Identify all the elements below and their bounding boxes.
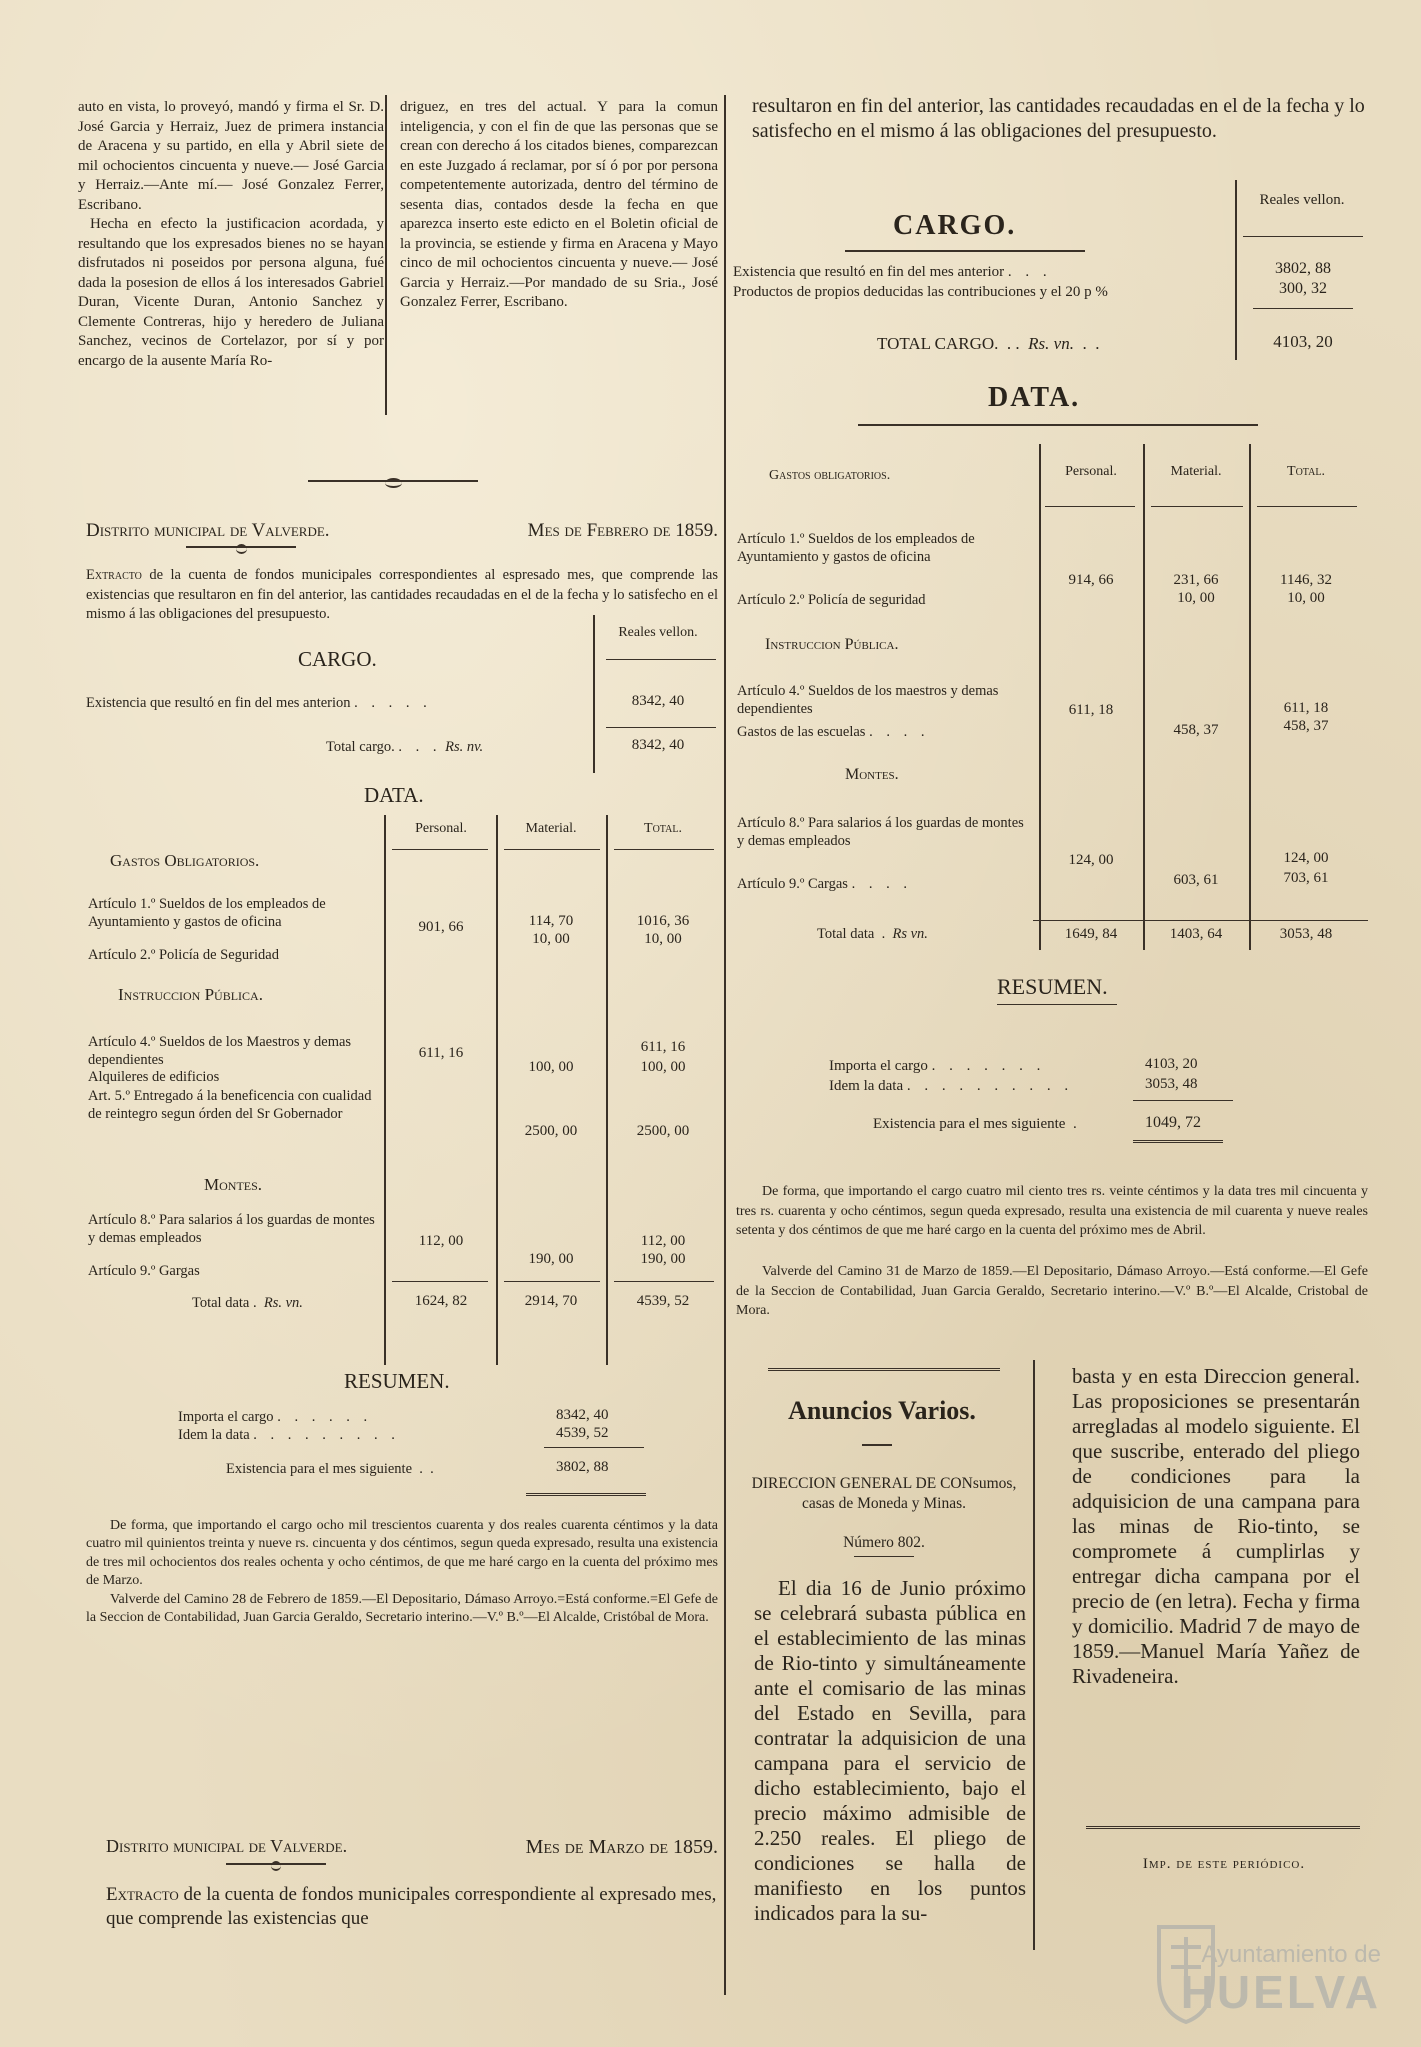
mar-art8-personal: 124, 00 xyxy=(1068,852,1114,868)
feb-total-rule xyxy=(606,727,716,728)
mar-idem-data-label: Idem la data xyxy=(829,1078,904,1094)
feb-tot-material: 2914, 70 xyxy=(524,1292,578,1309)
mar-gastos-esc-total: 458, 37 xyxy=(1283,718,1329,734)
watermark-line1: Ayuntamiento de xyxy=(1201,1941,1381,1968)
feb-idem-data-label: Idem la data xyxy=(178,1426,250,1443)
mar-total-hrule xyxy=(1033,920,1368,921)
mar-deforma: De forma, que importando el cargo cuatro mil ciento tres rs. veinte céntimos y la data tres mil cincuenta y tres rs. cuarenta y ocho céntimos, segun queda expresado, resulta una existencia de mil cuarenta y nueve reales setenta y dos céntimos de que me haré cargo en la cuenta del próximo mes de Abril. xyxy=(736,1184,1368,1238)
mar-tot-material: 1403, 64 xyxy=(1169,926,1223,942)
feb-exist-label: Existencia para el mes siguiente xyxy=(226,1460,413,1477)
feb-alq: Alquileres de edificios xyxy=(88,1068,220,1085)
feb-cargo-label: Existencia que resultó en fin del mes anterion xyxy=(86,694,351,711)
feb-alq-material: 100, 00 xyxy=(528,1058,574,1075)
feb-imp-cargo-label: Importa el cargo xyxy=(178,1408,274,1425)
mar-tot-personal: 1649, 84 xyxy=(1064,926,1118,942)
feb-vrule-1 xyxy=(384,815,386,1365)
feb-rs2-unit: Rs. vn. xyxy=(263,1294,303,1311)
mar-idem-data-value: 3053, 48 xyxy=(1145,1076,1198,1092)
ayuntamiento-watermark xyxy=(1151,1907,1381,2027)
feb-art9-material: 190, 00 xyxy=(528,1250,574,1267)
mar-art9: Artículo 9.º Cargas . . . . xyxy=(737,876,912,892)
feb-gastos: Gastos Obligatorios. xyxy=(110,850,260,870)
feb-month: Mes de Febrero de 1859. xyxy=(527,520,718,541)
mar-exist: Existencia para el mes siguiente . xyxy=(873,1116,1077,1132)
mar-idem-data: Idem la data . . . . . . . . . . xyxy=(829,1078,1074,1094)
edict-col-1 xyxy=(78,98,384,371)
mar-total-data-label: Total data xyxy=(817,926,875,942)
anuncios-title: Anuncios Varios. xyxy=(788,1396,976,1425)
mar-cargo-hrule xyxy=(1243,236,1363,237)
mar-instr: Instruccion Pública. xyxy=(765,636,899,653)
feb-exist: Existencia para el mes siguiente . . xyxy=(226,1460,434,1477)
mar-art4-total: 611, 18 xyxy=(1283,700,1329,716)
feb-extract-lead: Extracto xyxy=(86,567,142,583)
edict-col-2 xyxy=(400,98,718,313)
feb-cargo xyxy=(86,624,718,787)
mar-line1: Existencia que resultó en fin del mes anterior . . . xyxy=(733,264,1052,280)
feb-idem-data: Idem la data . . . . . . . . . xyxy=(178,1426,400,1443)
feb-cargo-hrule xyxy=(606,659,716,660)
mar-gastos-esc-material: 458, 37 xyxy=(1173,722,1219,738)
mar-rs2-unit: Rs vn. xyxy=(892,926,928,942)
mar-montes: Montes. xyxy=(845,766,899,783)
feb-reales-header: Reales vellon. xyxy=(618,624,698,640)
mar-resumen xyxy=(733,974,1368,1174)
mar-extract-lead: Extracto xyxy=(106,1884,179,1905)
feb-resumen-rule xyxy=(544,1447,644,1448)
feb-exist-rule xyxy=(526,1493,646,1496)
feb-col-total: Total. xyxy=(644,820,682,836)
imp-periodico: Imp. de este periódico. xyxy=(1142,1856,1306,1872)
mar-art9-material: 603, 61 xyxy=(1173,872,1219,888)
feb-trule-p xyxy=(392,1281,488,1282)
feb-data-title: DATA. xyxy=(364,782,424,807)
feb-vrule-3 xyxy=(606,815,608,1365)
anuncios-numero: Número 802. xyxy=(843,1534,925,1551)
mar-hrule-p xyxy=(1045,506,1135,507)
feb-alq-total: 100, 00 xyxy=(640,1058,686,1075)
feb-imp-cargo: Importa el cargo . . . . . . xyxy=(178,1408,373,1425)
anuncios-body2: basta y en esta Direccion general. Las proposiciones se presentarán arregladas al modelo siguiente. El que suscribe, enterado del pliego de condiciones para la adquisicion de una campana para las minas de Rio-tinto, se compromete á cumplirlas y entregar dicha campana por el precio de (en letra). Fecha y firma y domicilio. Madrid 7 de mayo de 1859.—Manuel María Yañez de Rivadeneira. xyxy=(1072,1364,1360,1688)
feb-art5: Art. 5.º Entregado á la beneficencia con cualidad de reintegro segun órden del Sr Gobernador xyxy=(88,1087,372,1122)
mar-extract-text: de la cuenta de fondos municipales correspondiente al expresado mes, que comprende las existencias que xyxy=(106,1884,717,1929)
mar-resumen-title-rule xyxy=(997,1004,1117,1005)
mar-cargo xyxy=(733,170,1368,370)
feb-resumen-title: RESUMEN. xyxy=(344,1368,450,1393)
mar-cargo-title-rule xyxy=(845,250,1085,252)
mar-total-cargo: TOTAL CARGO. . . Rs. vn. . . xyxy=(877,334,1100,353)
feb-rs-unit: Rs. nv. xyxy=(445,738,484,755)
feb-total-cargo: Total cargo. . . . Rs. nv. xyxy=(326,738,484,755)
mar-continued: resultaron en fin del anterior, las cantidades recaudadas en el de la fecha y lo satisfecho en el mismo á las obligaciones del presupuesto. xyxy=(752,95,1365,142)
mar-col-total: Total. xyxy=(1287,464,1325,479)
watermark-line2: HUELVA xyxy=(1180,1966,1381,2018)
feb-art2-total: 10, 00 xyxy=(644,930,682,947)
mar-data xyxy=(733,440,1368,960)
mar-tot-total: 3053, 48 xyxy=(1279,926,1333,942)
feb-resumen xyxy=(86,1369,718,1519)
mar-art8-total: 124, 00 xyxy=(1283,850,1329,866)
feb-art1: Artículo 1.º Sueldos de los empleados de Ayuntamiento y gastos de oficina xyxy=(88,895,326,930)
mar-art2-total: 10, 00 xyxy=(1287,590,1325,606)
feb-art9-total: 190, 00 xyxy=(640,1250,686,1267)
mar-art1-personal: 914, 66 xyxy=(1068,572,1114,588)
edict-divider xyxy=(385,95,387,415)
feb-total-cargo-label: Total cargo. xyxy=(326,738,395,755)
mar-line1-value: 3802, 88 xyxy=(1275,260,1331,277)
feb-district: Distrito municipal de Valverde. xyxy=(86,520,330,541)
edict-text-1: auto en vista, lo proveyó, mandó y firma el Sr. D. José Garcia y Herraiz, Juez de primera instancia de Aracena y su partido, en ella y Abril siete de mil ochocientos cincuenta y nueve.— José Garcia y Herraiz.—Ante mí.— José Gonzalez Ferrer, Escribano. xyxy=(78,99,384,213)
anuncios-divider xyxy=(1033,1360,1035,1950)
mar-exist-rule xyxy=(1133,1140,1223,1143)
feb-art8: Artículo 8.º Para salarios á los guardas de montes y demas empleados xyxy=(88,1211,375,1246)
mar-heading-rule xyxy=(226,1863,326,1865)
mar-reales: Reales vellon. xyxy=(1259,192,1345,208)
anuncios-dir: DIRECCION GENERAL DE CONsumos, casas de Moneda y Minas. xyxy=(751,1475,1017,1512)
feb-art2-material: 10, 00 xyxy=(532,930,570,947)
feb-art8-personal: 112, 00 xyxy=(418,1232,464,1249)
feb-exist-value: 3802, 88 xyxy=(556,1458,609,1475)
feb-art1-material: 114, 70 xyxy=(528,912,574,929)
feb-vrule-2 xyxy=(496,815,498,1365)
mar-exist-value: 1049, 72 xyxy=(1145,1114,1201,1131)
imp-rule xyxy=(1086,1826,1360,1829)
feb-art9: Artículo 9.º Gargas xyxy=(88,1262,200,1279)
mar-hrule-t xyxy=(1257,506,1357,507)
anuncios-numero-rule xyxy=(854,1556,914,1557)
feb-tot-total: 4539, 52 xyxy=(636,1292,690,1309)
mar-art9-label: Artículo 9.º Cargas xyxy=(737,876,848,892)
march-heading-left xyxy=(106,1836,718,1931)
feb-total-data-label: Total data xyxy=(192,1294,250,1311)
feb-hrule-t xyxy=(614,849,714,850)
feb-art2: Artículo 2.º Policía de Seguridad xyxy=(88,946,279,963)
anuncios-title-rule xyxy=(862,1444,892,1446)
mar-art4-personal: 611, 18 xyxy=(1068,702,1114,718)
feb-art1-total: 1016, 36 xyxy=(636,912,690,929)
mar-resumen-rule xyxy=(1133,1100,1233,1101)
feb-tot-personal: 1624, 82 xyxy=(414,1292,468,1309)
separator-flourish xyxy=(308,480,478,482)
mar-gastos-esc-label: Gastos de las escuelas xyxy=(737,724,866,740)
anuncios-top-rule xyxy=(768,1368,1000,1371)
mar-hrule-m xyxy=(1151,506,1243,507)
feb-extract-text: de la cuenta de fondos municipales correspondientes al espresado mes, que comprende las existencias que resultaron en fin del anterior, las cantidades recaudadas en el de la fecha y lo satisfecho en el mismo á las obligaciones del presupuesto. xyxy=(86,567,719,622)
feb-art5-material: 2500, 00 xyxy=(524,1122,578,1139)
feb-art1-personal: 901, 66 xyxy=(418,918,464,935)
feb-idem-data-value: 4539, 52 xyxy=(556,1424,609,1441)
mar-extract xyxy=(106,1883,718,1931)
mar-art4: Artículo 4.º Sueldos de los maestros y demas dependientes xyxy=(737,683,999,717)
feb-heading xyxy=(86,520,718,542)
feb-art4-personal: 611, 16 xyxy=(418,1044,464,1061)
mar-gastos-esc: Gastos de las escuelas . . . . xyxy=(737,724,930,740)
feb-data xyxy=(86,782,718,1347)
mar-art1-material: 231, 66 xyxy=(1173,572,1219,588)
feb-extract xyxy=(86,566,718,625)
feb-imp-cargo-value: 8342, 40 xyxy=(556,1406,609,1423)
mar-line1-label: Existencia que resultó en fin del mes anterior xyxy=(733,264,1005,280)
mar-district: Distrito municipal de Valverde. xyxy=(106,1836,348,1856)
mar-cargo-title: CARGO. xyxy=(893,210,1017,241)
mar-data-rule xyxy=(858,424,1258,426)
feb-hrule-p xyxy=(392,849,488,850)
feb-art4: Artículo 4.º Sueldos de los Maestros y demas dependientes xyxy=(88,1033,352,1068)
feb-cargo-line: Existencia que resultó en fin del mes anterion . . . . . xyxy=(86,694,432,711)
mar-art1-total: 1146, 32 xyxy=(1280,572,1332,588)
feb-trule-m xyxy=(504,1281,600,1282)
mar-line2: Productos de propios deducidas las contribuciones y el 20 p % xyxy=(733,284,1108,300)
edict-text-2: Hecha en efecto la justificacion acordada, y resultando que los expresados bienes no se hayan disfrutados ni poseidos por persona alguna, fué dada la posesion de ellos á los interesados Gabriel Duran, Vicente Duran, Antonio Sanchez y Clemente Contreras, hijo y heredero de Juliana Sanchez, vecinos de Cortelazor, por sí y por encargo de la ausente María Ro- xyxy=(78,216,384,369)
feb-cargo-value: 8342, 40 xyxy=(631,692,685,709)
mar-total-rule xyxy=(1253,308,1353,309)
feb-cargo-title: CARGO. xyxy=(298,646,377,671)
mar-line2-value: 300, 32 xyxy=(1279,280,1327,297)
feb-montes: Montes. xyxy=(204,1174,263,1194)
feb-art8-total: 112, 00 xyxy=(640,1232,686,1249)
mar-data-title: DATA. xyxy=(988,382,1081,413)
mar-heading xyxy=(106,1836,718,1859)
feb-art5-total: 2500, 00 xyxy=(636,1122,690,1139)
mar-imp-cargo: Importa el cargo . . . . . . . xyxy=(829,1058,1046,1074)
mar-art1: Artículo 1.º Sueldos de los empleados de Ayuntamiento y gastos de oficina xyxy=(737,531,975,565)
mar-exist-label: Existencia para el mes siguiente xyxy=(873,1116,1066,1132)
mar-art2-material: 10, 00 xyxy=(1177,590,1215,606)
mar-gastos: Gastos obligatorios. xyxy=(769,468,891,483)
feb-total-cargo-value: 8342, 40 xyxy=(631,736,685,753)
mar-imp-cargo-value: 4103, 20 xyxy=(1145,1056,1198,1072)
feb-total-data: Total data . Rs. vn. xyxy=(192,1294,303,1311)
mar-art9-total: 703, 61 xyxy=(1283,870,1329,886)
mar-imp-cargo-label: Importa el cargo xyxy=(829,1058,928,1074)
anuncios-body: El dia 16 de Junio próximo se celebrará subasta pública en el establecimiento de las minas de Rio-tinto y simultáneamente ante el comisario de las minas del Estado en Sevilla, para contratar la adquisicion de una campana para el servicio de dicho establecimiento, bajo el precio máximo admisible de 2.250 reales. El pliego de condiciones se halla de manifiesto en los puntos indicados para la su- xyxy=(754,1576,1026,1925)
mar-total-label: TOTAL CARGO. xyxy=(877,334,999,353)
feb-art4-total: 611, 16 xyxy=(640,1038,686,1055)
edict-text-3: driguez, en tres del actual. Y para la comun inteligencia, y con el fin de que las personas que se crean con derecho á los citados bienes, comparezcan en este Juzgado á reclamar, por sí ó por por persona competentemente autorizada, dentro del término de sesenta dias, contados desde la fecha en que aparezca inserto este edicto en el Boletin oficial de la provincia, se estiende y firma en Aracena y Mayo cinco de mil ochocientos cincuenta y nueve.— José Garcia y Herraiz.—Por mandado de su Sria., José Gonzalez Ferrer, Escribano. xyxy=(400,99,718,310)
mar-total-value: 4103, 20 xyxy=(1273,332,1333,351)
mar-art2: Artículo 2.º Policía de seguridad xyxy=(737,592,926,608)
mar-vrule-1 xyxy=(1039,444,1041,950)
mar-art8: Artículo 8.º Para salarios á los guardas de montes y demas empleados xyxy=(737,815,1024,849)
mar-total-data: Total data . Rs vn. xyxy=(817,926,928,942)
mar-rs-unit: Rs. vn. xyxy=(1028,334,1074,353)
mar-resumen-title: RESUMEN. xyxy=(997,974,1108,999)
mar-firma: Valverde del Camino 31 de Marzo de 1859.—El Depositario, Dámaso Arroyo.—Está conforme.—El Gefe de la Seccion de Contabilidad, Juan Garcia Geraldo, Secretario interino.—V.º B.º—El Alcalde, Cristobal de Mora. xyxy=(736,1264,1368,1318)
center-divider xyxy=(724,95,726,1995)
mar-month: Mes de Marzo de 1859. xyxy=(525,1836,718,1858)
feb-col-material: Material. xyxy=(525,820,577,836)
feb-col-personal: Personal. xyxy=(415,820,467,836)
feb-cargo-vrule xyxy=(593,615,595,773)
feb-trule-t xyxy=(614,1281,714,1282)
feb-heading-rule xyxy=(186,546,296,548)
feb-hrule-m xyxy=(504,849,600,850)
feb-deforma: De forma, que importando el cargo ocho mil trescientos cuarenta y dos reales cuarenta céntimos y la data cuatro mil quinientos treinta y nueve rs. cincuenta y dos céntimos, segun queda expresado, resulta una existencia de tres mil ochocientos dos reales ochenta y ocho céntimos, de que me haré cargo en la cuenta del próximo mes de Marzo. xyxy=(86,1517,718,1588)
february-account xyxy=(86,520,718,1628)
feb-instr: Instruccion Pública. xyxy=(118,984,263,1004)
mar-col-material: Material. xyxy=(1170,464,1222,479)
mar-col-personal: Personal. xyxy=(1065,464,1117,479)
feb-firma: Valverde del Camino 28 de Febrero de 1859.—El Depositario, Dámaso Arroyo.=Está conforme.=El Gefe de la Seccion de Contabilidad, Juan Garcia Geraldo, Secretario interino.—V.º B.º—El Alcalde, Cristóbal de Mora. xyxy=(86,1591,718,1625)
